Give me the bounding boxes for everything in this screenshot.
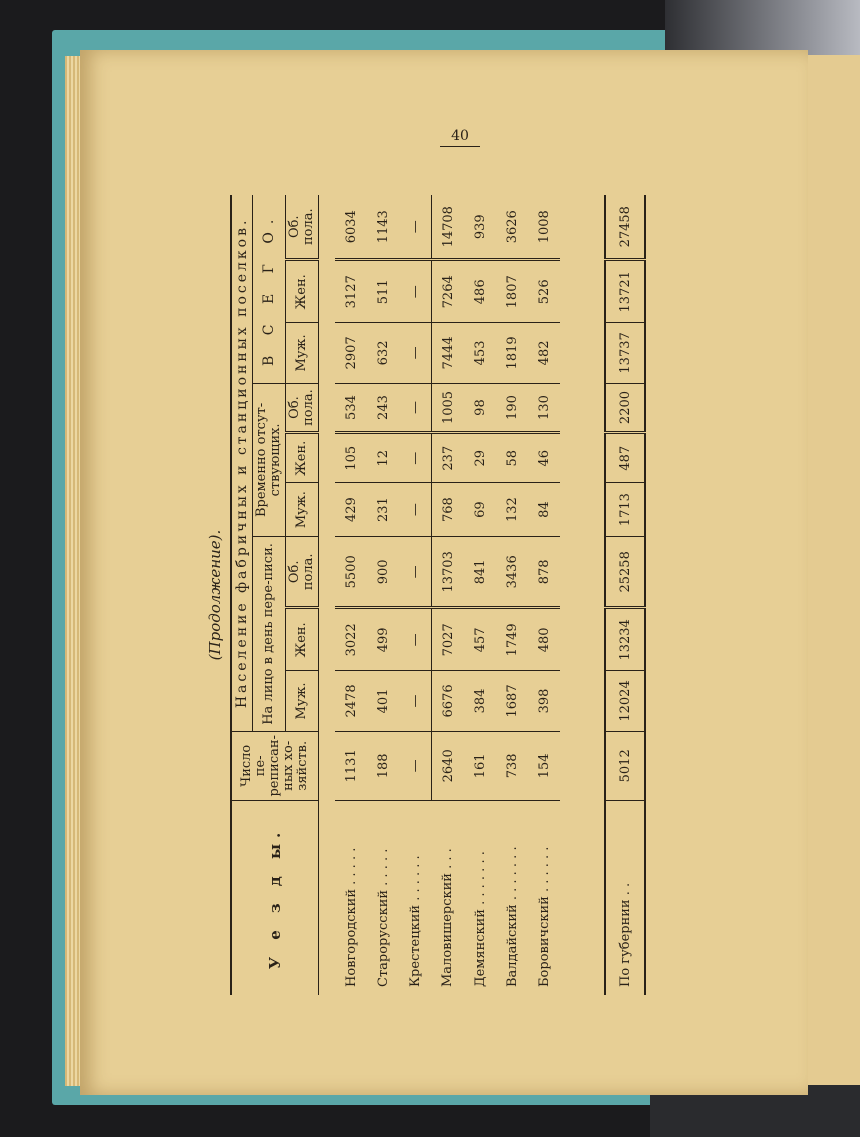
table-row xyxy=(367,195,399,995)
present-male-cell: 398 xyxy=(528,671,560,732)
absent-both-cell: — xyxy=(399,383,432,433)
total-female-cell: 3127 xyxy=(335,260,367,323)
absent-male-cell: 69 xyxy=(464,483,496,537)
total-female-cell: 526 xyxy=(528,260,560,323)
total-female-cell: 7264 xyxy=(432,260,465,323)
present-female-cell: 499 xyxy=(367,608,399,671)
households-header: Число пе-реписан-ных хо-зяйств. xyxy=(231,731,319,800)
total-male-cell: — xyxy=(399,323,432,384)
table-row xyxy=(335,195,367,995)
total-both-cell: 6034 xyxy=(335,195,367,260)
total-male-cell: 482 xyxy=(528,323,560,384)
present-male-cell: 12024 xyxy=(605,671,645,732)
uezd-name: Валдайский . . . . . . . xyxy=(504,846,520,987)
absent-male-cell: — xyxy=(399,483,432,537)
uezd-name: Маловишерский . . . xyxy=(440,848,456,987)
total-male-cell: 1819 xyxy=(496,323,528,384)
sub-header-both: Об. пола. xyxy=(286,195,319,260)
total-name: По губернии . . xyxy=(605,800,645,995)
sub-header-male: Муж. xyxy=(286,323,319,384)
households-cell: 154 xyxy=(528,731,560,800)
present-male-cell: 401 xyxy=(367,671,399,732)
absent-both-cell: 534 xyxy=(335,383,367,433)
total-female-cell: — xyxy=(399,260,432,323)
uezd-header: У е з д ы. xyxy=(231,800,319,995)
uezd-name: Боровичский . . . . . . xyxy=(536,846,552,987)
absent-female-cell: 105 xyxy=(335,433,367,483)
total-female-cell: 486 xyxy=(464,260,496,323)
households-cell: 2640 xyxy=(432,731,465,800)
absent-female-cell: 12 xyxy=(367,433,399,483)
total-both-cell: 1143 xyxy=(367,195,399,260)
absent-both-cell: 190 xyxy=(496,383,528,433)
absent-male-cell: 1713 xyxy=(605,483,645,537)
total-both-cell: 939 xyxy=(464,195,496,260)
absent-female-cell: 237 xyxy=(432,433,465,483)
absent-both-cell: 2200 xyxy=(605,383,645,433)
uezd-name: Крестецкий . . . . . . xyxy=(407,855,423,987)
sub-header-male: Муж. xyxy=(286,671,319,732)
absent-male-cell: 132 xyxy=(496,483,528,537)
table-row xyxy=(464,195,496,995)
total-male-cell: 453 xyxy=(464,323,496,384)
present-both-cell: 5500 xyxy=(335,537,367,608)
sub-header-both: Об. пола. xyxy=(286,537,319,608)
absent-female-cell: 46 xyxy=(528,433,560,483)
total-female-cell: 1807 xyxy=(496,260,528,323)
present-group-header: На лицо в день пере-писи. xyxy=(253,537,286,732)
present-both-cell: 900 xyxy=(367,537,399,608)
households-cell: 161 xyxy=(464,731,496,800)
sub-header-female: Жен. xyxy=(286,260,319,323)
present-both-cell: 13703 xyxy=(432,537,465,608)
total-both-cell: 14708 xyxy=(432,195,465,260)
present-both-cell: 3436 xyxy=(496,537,528,608)
uezd-name: Демянский . . . . . . . xyxy=(472,851,488,987)
total-both-cell: — xyxy=(399,195,432,260)
uezd-name: Старорусский . . . . . xyxy=(375,848,391,987)
absent-male-cell: 768 xyxy=(432,483,465,537)
present-female-cell: 1749 xyxy=(496,608,528,671)
total-male-cell: 7444 xyxy=(432,323,465,384)
absent-female-cell: 29 xyxy=(464,433,496,483)
absent-both-cell: 98 xyxy=(464,383,496,433)
continuation-heading: (Продолжение). xyxy=(206,529,224,661)
total-both-cell: 1008 xyxy=(528,195,560,260)
total-female-cell: 13721 xyxy=(605,260,645,323)
sub-header-both: Об. пола. xyxy=(286,383,319,433)
sub-header-female: Жен. xyxy=(286,433,319,483)
present-male-cell: 6676 xyxy=(432,671,465,732)
total-group-header: В С Е Г О. xyxy=(253,195,286,383)
total-male-cell: 2907 xyxy=(335,323,367,384)
table-row xyxy=(528,195,560,995)
next-page-edge xyxy=(800,55,860,1085)
present-female-cell: 13234 xyxy=(605,608,645,671)
present-male-cell: — xyxy=(399,671,432,732)
households-cell: — xyxy=(399,731,432,800)
absent-both-cell: 243 xyxy=(367,383,399,433)
absent-both-cell: 130 xyxy=(528,383,560,433)
absent-male-cell: 231 xyxy=(367,483,399,537)
households-cell: 5012 xyxy=(605,731,645,800)
table-row xyxy=(496,195,528,995)
absent-both-cell: 1005 xyxy=(432,383,465,433)
total-female-cell: 511 xyxy=(367,260,399,323)
present-both-cell: 878 xyxy=(528,537,560,608)
total-male-cell: 13737 xyxy=(605,323,645,384)
present-female-cell: 480 xyxy=(528,608,560,671)
rotated-table-block xyxy=(200,195,710,995)
total-both-cell: 27458 xyxy=(605,195,645,260)
present-both-cell: 25258 xyxy=(605,537,645,608)
total-row xyxy=(605,195,645,995)
present-male-cell: 384 xyxy=(464,671,496,732)
households-cell: 738 xyxy=(496,731,528,800)
table-row xyxy=(432,195,465,995)
present-male-cell: 2478 xyxy=(335,671,367,732)
table-row xyxy=(399,195,432,995)
absent-female-cell: — xyxy=(399,433,432,483)
sub-header-female: Жен. xyxy=(286,608,319,671)
present-female-cell: 7027 xyxy=(432,608,465,671)
absent-male-cell: 84 xyxy=(528,483,560,537)
absent-female-cell: 487 xyxy=(605,433,645,483)
present-female-cell: 3022 xyxy=(335,608,367,671)
present-both-cell: 841 xyxy=(464,537,496,608)
total-male-cell: 632 xyxy=(367,323,399,384)
households-cell: 1131 xyxy=(335,731,367,800)
sub-header-male: Муж. xyxy=(286,483,319,537)
absent-female-cell: 58 xyxy=(496,433,528,483)
population-header: Население фабричных и станционных поселков. xyxy=(231,195,253,731)
absent-male-cell: 429 xyxy=(335,483,367,537)
total-both-cell: 3626 xyxy=(496,195,528,260)
absent-group-header: Временно отсут-ствующих. xyxy=(253,383,286,536)
households-cell: 188 xyxy=(367,731,399,800)
present-female-cell: 457 xyxy=(464,608,496,671)
present-female-cell: — xyxy=(399,608,432,671)
present-male-cell: 1687 xyxy=(496,671,528,732)
page-number: 40 xyxy=(440,128,480,147)
uezd-name: Новгородский . . . . . xyxy=(343,847,359,987)
present-both-cell: — xyxy=(399,537,432,608)
population-table xyxy=(230,195,646,995)
